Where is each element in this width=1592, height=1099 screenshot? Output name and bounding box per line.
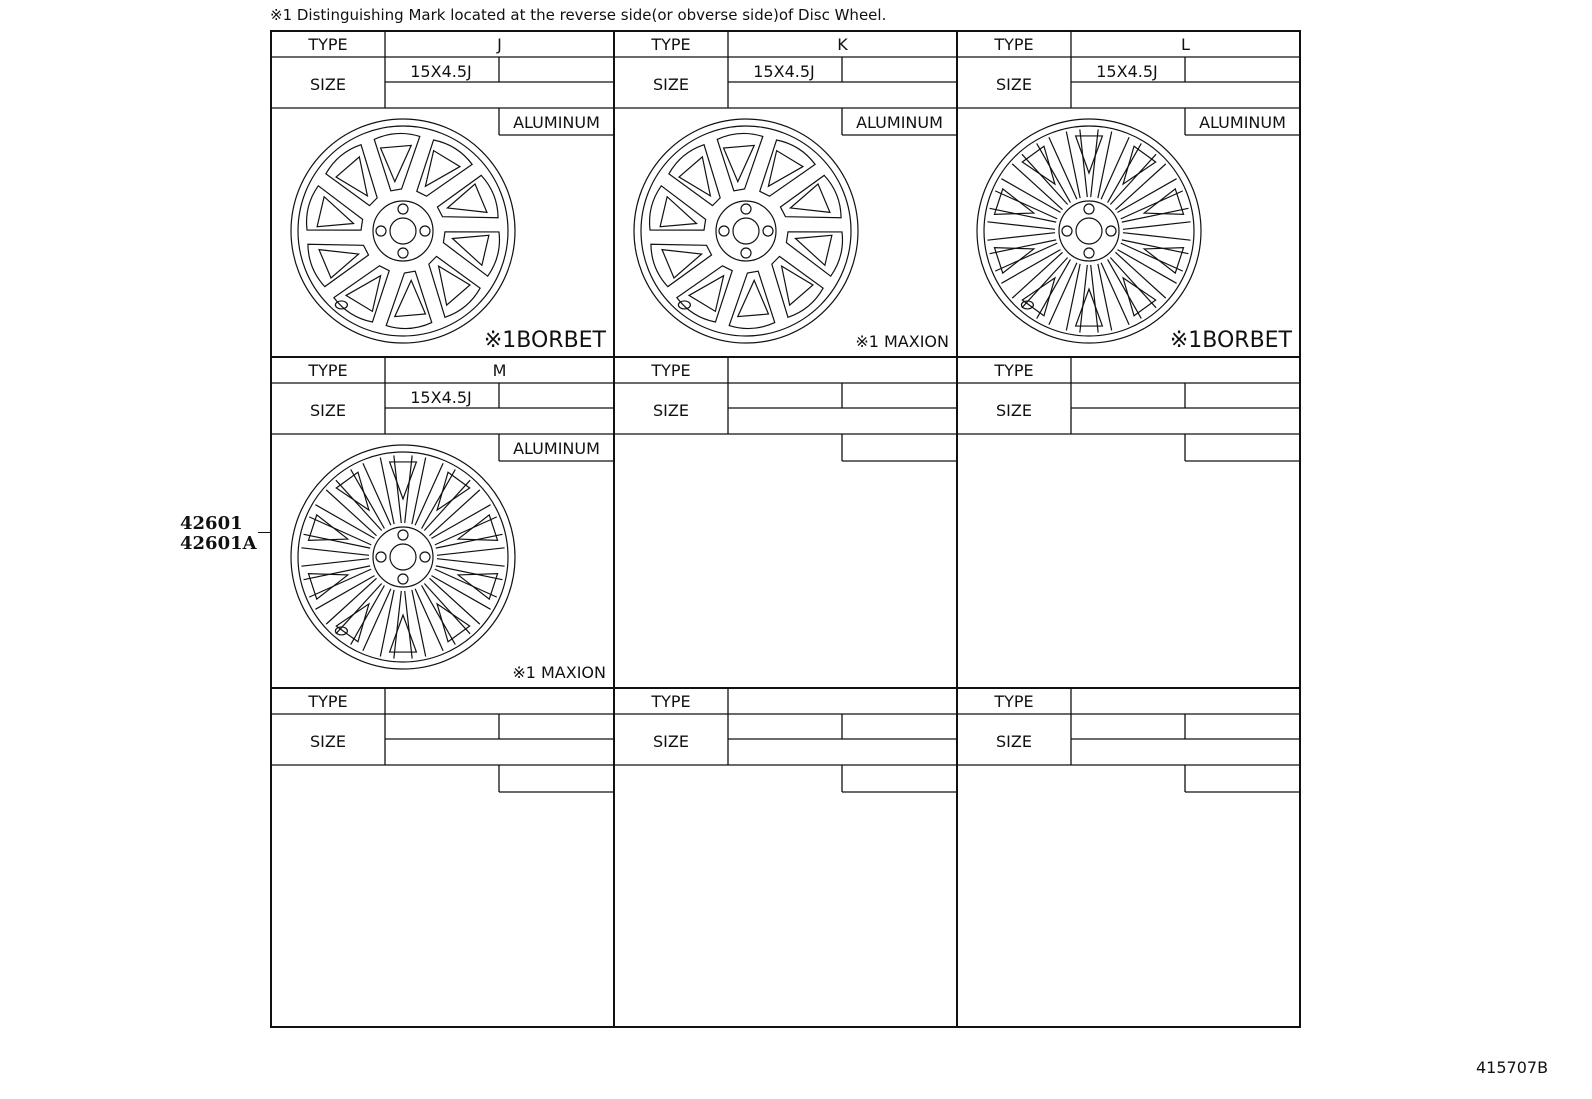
type-value: M	[492, 361, 507, 380]
material-label: ALUMINUM	[513, 113, 600, 132]
type-label: TYPE	[651, 35, 691, 54]
wheel-cell-empty-6	[271, 688, 614, 792]
part-number-1: 42601	[180, 513, 243, 534]
size-label: SIZE	[653, 75, 689, 94]
disc-wheel-drawing	[634, 119, 858, 343]
size-label: SIZE	[310, 75, 346, 94]
wheel-cell-l	[957, 31, 1300, 353]
maker-mark: ※1 MAXION	[855, 332, 949, 351]
figure-id: 415707B	[1476, 1058, 1549, 1077]
size-label: SIZE	[653, 732, 689, 751]
size-value: 15X4.5J	[753, 62, 815, 81]
size-value: 15X4.5J	[410, 388, 472, 407]
size-label: SIZE	[996, 401, 1032, 420]
maker-mark: ※1 MAXION	[512, 663, 606, 682]
disc-wheel-drawing	[291, 445, 515, 669]
size-label: SIZE	[310, 401, 346, 420]
wheel-cell-k	[614, 31, 957, 351]
maker-mark: ※1BORBET	[483, 328, 606, 353]
size-label: SIZE	[310, 732, 346, 751]
type-label: TYPE	[994, 692, 1034, 711]
type-label: TYPE	[308, 692, 348, 711]
type-label: TYPE	[308, 35, 348, 54]
wheel-cell-m	[271, 357, 614, 682]
size-label: SIZE	[653, 401, 689, 420]
size-label: SIZE	[996, 75, 1032, 94]
wheel-cell-j	[271, 31, 614, 353]
type-label: TYPE	[651, 692, 691, 711]
wheel-cell-empty-5	[957, 357, 1300, 461]
type-value: L	[1181, 35, 1190, 54]
type-label: TYPE	[994, 361, 1034, 380]
size-value: 15X4.5J	[1096, 62, 1158, 81]
material-label: ALUMINUM	[1199, 113, 1286, 132]
disc-wheel-drawing	[291, 119, 515, 343]
disc-wheel-drawing	[977, 119, 1201, 343]
wheel-cell-empty-8	[957, 688, 1300, 792]
part-number-2: 42601A	[180, 533, 257, 554]
wheel-cell-empty-7	[614, 688, 957, 792]
type-value: J	[497, 35, 502, 54]
type-label: TYPE	[308, 361, 348, 380]
maker-mark: ※1BORBET	[1169, 328, 1292, 353]
material-label: ALUMINUM	[513, 439, 600, 458]
size-value: 15X4.5J	[410, 62, 472, 81]
type-label: TYPE	[994, 35, 1034, 54]
size-label: SIZE	[996, 732, 1032, 751]
type-label: TYPE	[651, 361, 691, 380]
distinguishing-mark-note: ※1 Distinguishing Mark located at the reverse side(or obverse side)of Disc Wheel.	[270, 6, 887, 24]
material-label: ALUMINUM	[856, 113, 943, 132]
wheel-cell-empty-4	[614, 357, 957, 461]
type-value: K	[837, 35, 848, 54]
